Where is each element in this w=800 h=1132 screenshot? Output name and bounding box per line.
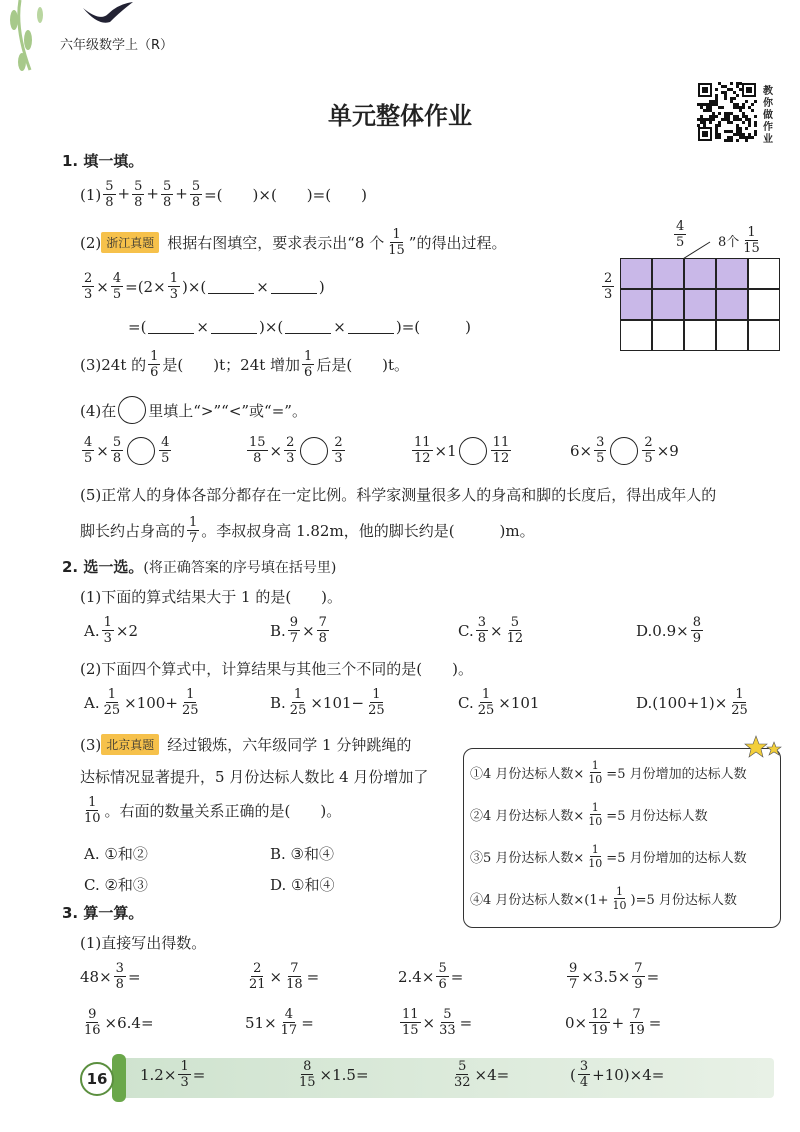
fraction: $\frac{15}{8}$: [249, 435, 266, 466]
fraction: $\frac{5}{8}$: [191, 179, 201, 210]
q1-1: (1) $\frac{5}{8}$ + $\frac{5}{8}$ + $\frac{5}{8}$ + $\frac{5}{8}$ =( )×( )=( ): [80, 179, 367, 210]
q1-2: (2) 浙江真题 根据右图填空，要求表示出“8 个 $\frac{1}{15}$ ”的得出过程。: [80, 227, 507, 258]
grid: [620, 258, 780, 351]
fraction: $\frac{1}{3}$: [180, 1059, 189, 1090]
section-2-heading: 2. 选一选。 (将正确答案的序号填在括号里): [62, 558, 337, 576]
fraction: $\frac{1}{25}$: [368, 687, 385, 718]
grid-cell: [748, 289, 780, 320]
top-label: 8个 $\frac{1}{15}$: [718, 225, 760, 256]
compare-circle[interactable]: [459, 437, 487, 465]
grid-cell: [716, 258, 748, 289]
fraction: $\frac{12}{19}$: [591, 1007, 608, 1038]
grid-cell: [716, 289, 748, 320]
q2-2-options: [84, 688, 784, 724]
fraction: $\frac{5}{32}$: [454, 1059, 471, 1090]
q2-1: (1)下面的算式结果大于 1 的是( )。: [80, 588, 343, 606]
relation-statement: ②4 月份达标人数× $\frac{1}{10}$ =5 月份达标人数: [470, 801, 708, 828]
q1-5-line2: 脚长约占身高的 $\frac{1}{7}$ 。李叔叔身高 1.82m，他的脚长约是( )m。: [80, 515, 535, 546]
footer-stalk: [112, 1054, 126, 1102]
fraction: $\frac{4}{5}$: [84, 435, 93, 466]
q2-3-opt-a[interactable]: A. ①和②: [84, 845, 148, 863]
calc-item: 51× $\frac{4}{17}$ =: [245, 1007, 314, 1038]
q2-3-opt-d[interactable]: D. ①和④: [270, 876, 335, 894]
fraction: $\frac{1}{25}$: [289, 687, 307, 718]
grid-cell: [620, 258, 652, 289]
badge-beijing: 北京真题: [101, 734, 159, 755]
compare-item: $\frac{15}{8}$ × $\frac{2}{3}$ $\frac{2}{3}$: [249, 435, 343, 466]
fraction: $\frac{8}{9}$: [692, 615, 701, 646]
fraction-grid-figure: [600, 220, 790, 355]
fraction: $\frac{9}{7}$: [289, 615, 299, 646]
calc-item: 1.2× $\frac{1}{3}$ =: [140, 1059, 206, 1090]
grid-cell: [748, 320, 780, 351]
option[interactable]: D. (100+1)× $\frac{1}{25}$: [636, 687, 748, 718]
grid-cell: [652, 320, 684, 351]
calc-item: $\frac{8}{15}$ ×1.5=: [299, 1059, 369, 1090]
fraction: $\frac{9}{7}$: [569, 961, 578, 992]
option[interactable]: A. $\frac{1}{3}$ ×2: [84, 615, 139, 646]
q1-5-line1: (5)正常人的身体各部分都存在一定比例。科学家测量很多人的身高和脚的长度后，得出成年人的: [80, 486, 717, 504]
answer-blank[interactable]: [348, 319, 394, 334]
calc-item: $\frac{11}{15}$ × $\frac{5}{33}$ =: [402, 1007, 473, 1038]
q2-3-line2: 达标情况显著提升，5 月份达标人数比 4 月份增加了: [80, 768, 429, 786]
badge-zhejiang: 浙江真题: [101, 232, 159, 253]
fraction: $\frac{1}{10}$: [588, 843, 603, 870]
fraction: $\frac{8}{15}$: [299, 1059, 316, 1090]
book-title: 六年级数学上（R）: [60, 38, 174, 53]
grid-cell: [652, 289, 684, 320]
fraction: $\frac{1}{10}$: [588, 759, 603, 786]
fraction: $\frac{5}{33}$: [439, 1007, 456, 1038]
calc-item: 2.4× $\frac{5}{6}$ =: [398, 961, 464, 992]
fraction: $\frac{11}{15}$: [402, 1007, 419, 1038]
fraction: $\frac{7}{18}$: [286, 961, 303, 992]
calc-row-1: [80, 962, 780, 998]
calc-item: $\frac{9}{7}$ ×3.5× $\frac{7}{9}$ =: [569, 961, 660, 992]
grid-cell: [716, 320, 748, 351]
fraction: $\frac{3}{8}$: [477, 615, 486, 646]
q1-4-items: [80, 436, 700, 472]
fraction: $\frac{1}{25}$: [181, 687, 199, 718]
option[interactable]: B. $\frac{9}{7}$ × $\frac{7}{8}$: [270, 615, 327, 646]
q1-2-line1: $\frac{2}{3}$ × $\frac{4}{5}$ =(2× $\frac{1}{3}$ )×( × ): [84, 271, 325, 302]
fraction: $\frac{5}{8}$: [105, 179, 114, 210]
q2-1-options: [84, 616, 784, 652]
fraction: $\frac{9}{16}$: [84, 1007, 101, 1038]
q3-1: (1)直接写出得数。: [80, 934, 207, 952]
fraction: $\frac{7}{9}$: [634, 961, 643, 992]
fraction: $\frac{11}{12}$: [414, 435, 431, 466]
fraction: $\frac{1}{25}$: [103, 687, 121, 718]
page-number: 16: [80, 1062, 114, 1096]
fraction: $\frac{1}{6}$: [304, 349, 313, 380]
fraction: $\frac{1}{25}$: [731, 687, 748, 718]
relation-statement: ①4 月份达标人数× $\frac{1}{10}$ =5 月份增加的达标人数: [470, 759, 747, 786]
grid-cell: [652, 258, 684, 289]
qr-side-text: 教你做作业: [763, 86, 773, 145]
fraction: $\frac{1}{25}$: [477, 687, 495, 718]
calc-row-3: [140, 1060, 760, 1096]
fraction: $\frac{3}{8}$: [115, 961, 124, 992]
relation-statement: ④4 月份达标人数×(1+ $\frac{1}{10}$ )=5 月份达标人数: [470, 885, 737, 912]
fraction: $\frac{2}{3}$: [286, 435, 295, 466]
compare-circle[interactable]: [610, 437, 638, 465]
q1-2-line2: =( × )×( × )=( ): [128, 317, 471, 336]
fraction: $\frac{1}{10}$: [612, 885, 627, 912]
calc-item: ( $\frac{3}{4}$ +10)×4=: [570, 1059, 665, 1090]
option[interactable]: C. $\frac{3}{8}$ × $\frac{5}{12}$: [458, 615, 524, 646]
swallow-bird-icon: [78, 0, 138, 30]
fraction: $\frac{5}{6}$: [438, 961, 447, 992]
option[interactable]: D. 0.9× $\frac{8}{9}$: [636, 615, 701, 646]
fraction: $\frac{4}{17}$: [280, 1007, 298, 1038]
compare-circle[interactable]: [300, 437, 328, 465]
compare-circle: [118, 396, 146, 424]
calc-item: $\frac{5}{32}$ ×4=: [454, 1059, 510, 1090]
top-fraction: $\frac{4}{5}$: [676, 219, 685, 250]
answer-blank[interactable]: [211, 319, 257, 334]
fraction: $\frac{5}{8}$: [112, 435, 122, 466]
fraction: $\frac{5}{8}$: [134, 179, 143, 210]
star-icon: [744, 734, 784, 760]
q1-1-fractions: $\frac{5}{8}$ + $\frac{5}{8}$ + $\frac{5}{8}$ + $\frac{5}{8}$: [105, 179, 201, 210]
compare-circle[interactable]: [127, 437, 155, 465]
fraction: $\frac{1}{10}$: [84, 795, 101, 826]
q2-3-line1: (3) 北京真题 经过锻炼，六年级同学 1 分钟跳绳的: [80, 735, 412, 754]
grid-cell: [684, 320, 716, 351]
calc-item: $\frac{9}{16}$ ×6.4=: [84, 1007, 154, 1038]
answer-blank[interactable]: [271, 279, 317, 294]
section-1-heading: 1. 填一填。: [62, 152, 144, 170]
fraction: $\frac{5}{8}$: [162, 179, 172, 210]
fraction: $\frac{11}{12}$: [492, 435, 510, 466]
fraction: $\frac{1}{15}$: [388, 227, 405, 258]
grid-cell: [684, 258, 716, 289]
qr-code-icon: [697, 82, 757, 142]
q2-3-opt-c[interactable]: C. ②和③: [84, 876, 148, 894]
option[interactable]: B. $\frac{1}{25}$ ×101− $\frac{1}{25}$: [270, 687, 385, 718]
page-title: 单元整体作业: [328, 102, 472, 130]
fraction: $\frac{7}{19}$: [628, 1007, 645, 1038]
calc-row-2: [80, 1008, 780, 1044]
compare-item: $\frac{11}{12}$ ×1 $\frac{11}{12}$: [414, 435, 510, 466]
calc-item: $\frac{2}{21}$ × $\frac{7}{18}$ =: [249, 961, 320, 992]
grid-cell: [620, 320, 652, 351]
section-3-heading: 3. 算一算。: [62, 904, 144, 922]
q2-3-line3: $\frac{1}{10}$ 。右面的数量关系正确的是( )。: [84, 795, 342, 826]
compare-item: $\frac{4}{5}$ × $\frac{5}{8}$ $\frac{4}{5}$: [84, 435, 170, 466]
q2-2: (2)下面四个算式中，计算结果与其他三个不同的是( )。: [80, 660, 473, 678]
grid-cell: [620, 289, 652, 320]
fraction: $\frac{2}{21}$: [249, 961, 266, 992]
calc-item: 0× $\frac{12}{19}$ + $\frac{7}{19}$ =: [565, 1007, 662, 1038]
fraction: $\frac{1}{10}$: [588, 801, 603, 828]
answer-blank[interactable]: [208, 279, 254, 294]
answer-blank[interactable]: [148, 319, 194, 334]
fraction: $\frac{4}{5}$: [161, 435, 170, 466]
grid-cell: [748, 258, 780, 289]
fraction: $\frac{1}{3}$: [169, 271, 178, 302]
q2-3-opt-b[interactable]: B. ③和④: [270, 845, 335, 863]
fraction: $\frac{2}{3}$: [84, 271, 93, 302]
option[interactable]: A. $\frac{1}{25}$ ×100+ $\frac{1}{25}$: [84, 687, 199, 718]
fraction: $\frac{2}{5}$: [644, 435, 653, 466]
grid-cell: [684, 289, 716, 320]
option[interactable]: C. $\frac{1}{25}$ ×101: [458, 687, 540, 718]
fraction: $\frac{1}{6}$: [150, 349, 159, 380]
fraction: $\frac{4}{5}$: [112, 271, 122, 302]
fraction: $\frac{3}{5}$: [596, 435, 605, 466]
relation-statement: ③5 月份达标人数× $\frac{1}{10}$ =5 月份增加的达标人数: [470, 843, 747, 870]
fraction: $\frac{1}{7}$: [189, 515, 198, 546]
q1-4: (4)在 里填上“>”“<”或“=”。: [80, 396, 307, 424]
fraction: $\frac{7}{8}$: [318, 615, 327, 646]
fraction: $\frac{1}{3}$: [103, 615, 112, 646]
q1-3: (3)24t 的 $\frac{1}{6}$ 是( )t；24t 增加 $\frac{1}{6}$ 后是( )t。: [80, 349, 410, 380]
left-fraction: $\frac{2}{3}$: [604, 271, 613, 302]
calc-item: 48× $\frac{3}{8}$ =: [80, 961, 141, 992]
compare-item: 6× $\frac{3}{5}$ $\frac{2}{5}$ ×9: [570, 435, 679, 466]
answer-blank[interactable]: [285, 319, 331, 334]
fraction: $\frac{3}{4}$: [579, 1059, 589, 1090]
fraction: $\frac{2}{3}$: [334, 435, 343, 466]
fraction: $\frac{5}{12}$: [506, 615, 524, 646]
